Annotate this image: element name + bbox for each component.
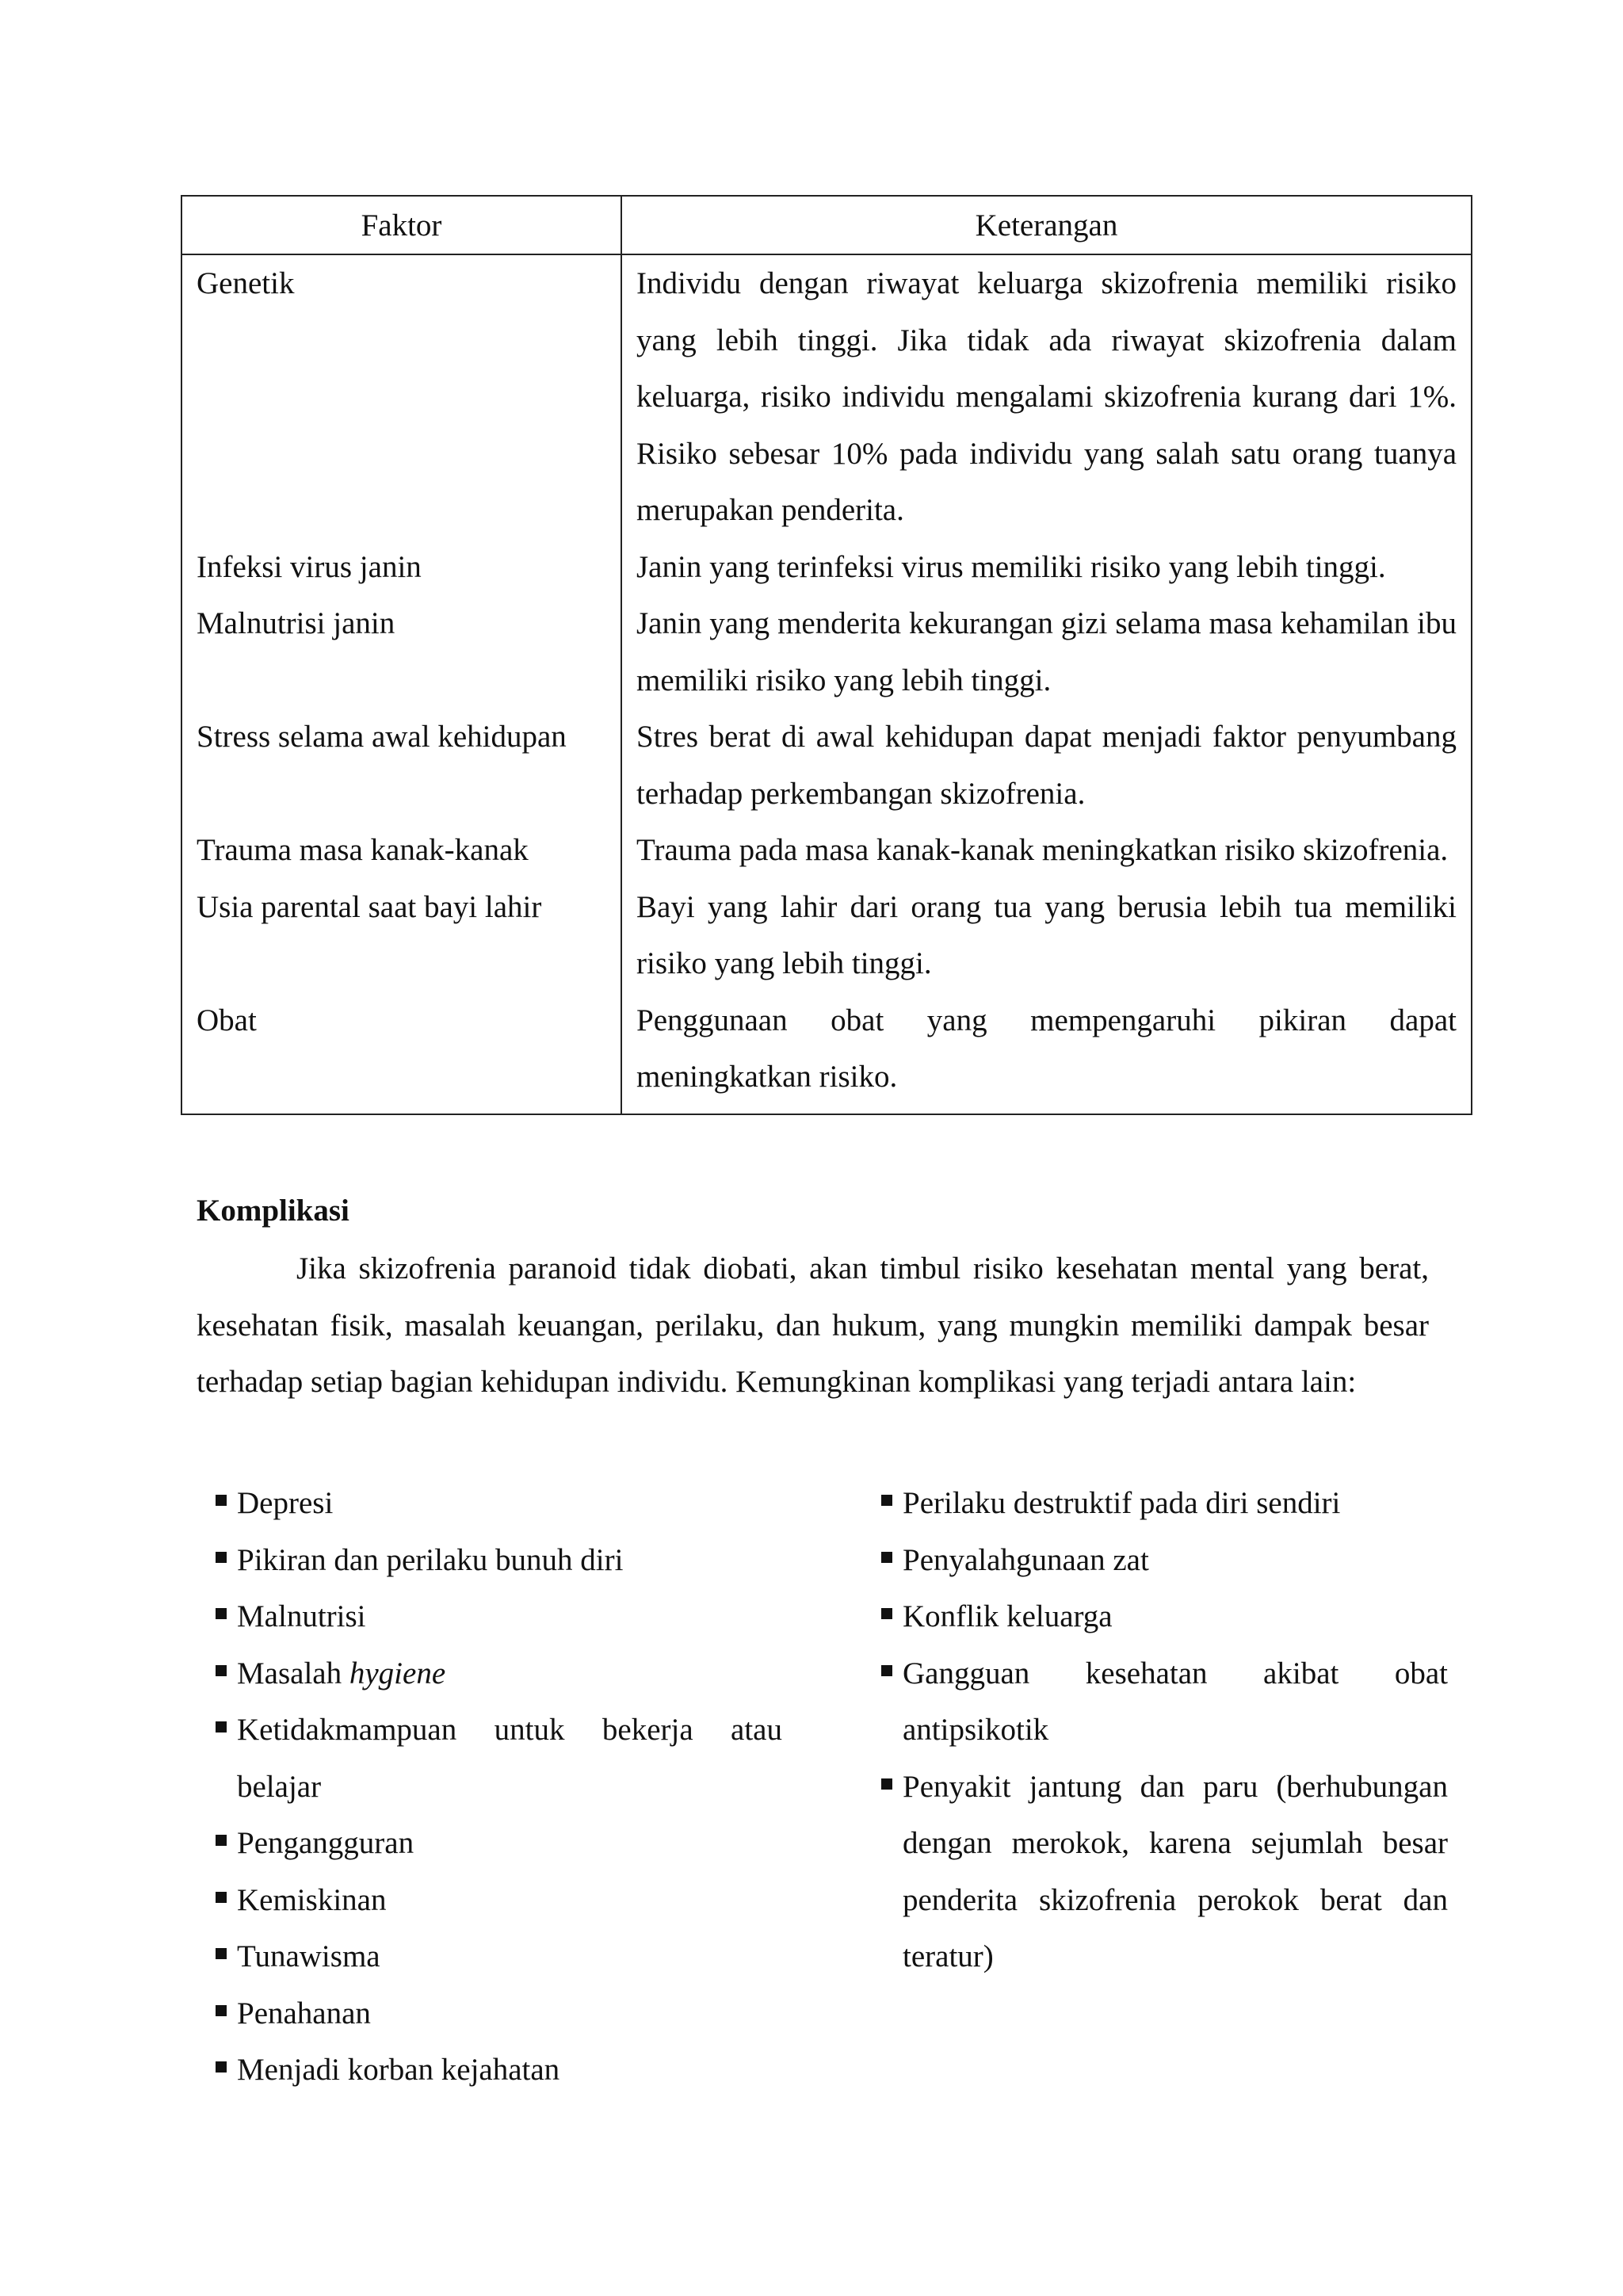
square-bullet-icon <box>216 1665 227 1676</box>
list-item <box>216 1815 782 1872</box>
table-header-row <box>181 196 1472 254</box>
list-item-text: Tunawisma <box>237 1939 380 1973</box>
square-bullet-icon <box>881 1608 892 1619</box>
factor-cell: Malnutrisi janin <box>181 595 621 709</box>
table-row <box>181 539 1472 596</box>
list-item-italic-text: hygiene <box>349 1656 446 1690</box>
factor-cell: Usia parental saat bayi lahir <box>181 879 621 992</box>
description-cell: Trauma pada masa kanak-kanak meningkatkan risiko skizofrenia. <box>621 822 1472 879</box>
list-item-text: Masalah <box>237 1656 349 1690</box>
list-item <box>881 1645 1448 1759</box>
list-item <box>216 1645 782 1702</box>
complication-list-right <box>881 1475 1448 1985</box>
table-row <box>181 822 1472 879</box>
square-bullet-icon <box>216 1495 227 1506</box>
list-item-text: Pikiran dan perilaku bunuh diri <box>237 1542 624 1577</box>
list-item <box>216 2042 782 2099</box>
square-bullet-icon <box>216 1608 227 1619</box>
table-row <box>181 595 1472 709</box>
complication-list-left <box>216 1475 782 2099</box>
description-cell: Individu dengan riwayat keluarga skizofrenia memiliki risiko yang lebih tinggi. Jika tidak ada riwayat skizofrenia dalam keluarga, risiko individu mengalami skizofrenia kurang dari 1%. Risiko sebesar 10% pada individu yang salah satu orang tuanya merupakan penderita. <box>621 254 1472 539</box>
list-item-text: Penahanan <box>237 1996 371 2030</box>
header-keterangan: Keterangan <box>621 196 1472 254</box>
square-bullet-icon <box>881 1552 892 1563</box>
list-item-text: Perilaku destruktif pada diri sendiri <box>903 1486 1341 1520</box>
factor-cell: Stress selama awal kehidupan <box>181 709 621 822</box>
list-item-text: Penyalahgunaan zat <box>903 1542 1149 1577</box>
list-item <box>881 1532 1448 1589</box>
list-item <box>216 1928 782 1985</box>
list-item <box>881 1588 1448 1645</box>
description-cell: Janin yang terinfeksi virus memiliki risiko yang lebih tinggi. <box>621 539 1472 596</box>
square-bullet-icon <box>881 1665 892 1676</box>
list-item-text: Gangguan kesehatan akibat obat antipsikotik <box>903 1656 1448 1747</box>
square-bullet-icon <box>216 1948 227 1959</box>
list-item <box>216 1872 782 1929</box>
list-item-text: Kemiskinan <box>237 1882 387 1917</box>
list-item-text: Penyakit jantung dan paru (berhubungan dengan merokok, karena sejumlah besar penderita skizofrenia perokok berat dan teratur) <box>903 1769 1448 1973</box>
square-bullet-icon <box>216 1552 227 1563</box>
description-cell: Stres berat di awal kehidupan dapat menjadi faktor penyumbang terhadap perkembangan skizofrenia. <box>621 709 1472 822</box>
description-cell: Bayi yang lahir dari orang tua yang berusia lebih tua memiliki risiko yang lebih tinggi. <box>621 879 1472 992</box>
factor-cell: Obat <box>181 992 621 1114</box>
table-row <box>181 879 1472 992</box>
list-item-text: Pengangguran <box>237 1826 414 1860</box>
list-item <box>216 1985 782 2042</box>
factor-cell: Trauma masa kanak-kanak <box>181 822 621 879</box>
description-cell: Janin yang menderita kekurangan gizi selama masa kehamilan ibu memiliki risiko yang lebih tinggi. <box>621 595 1472 709</box>
list-item-text: Ketidakmampuan untuk bekerja atau belajar <box>237 1713 782 1804</box>
square-bullet-icon <box>216 2005 227 2016</box>
list-item-text: Depresi <box>237 1486 334 1520</box>
square-bullet-icon <box>216 1892 227 1903</box>
table-row <box>181 709 1472 822</box>
section-heading-komplikasi: Komplikasi <box>197 1194 349 1228</box>
description-cell: Penggunaan obat yang mempengaruhi pikiran dapat meningkatkan risiko. <box>621 992 1472 1114</box>
table-row <box>181 254 1472 539</box>
square-bullet-icon <box>881 1495 892 1506</box>
risk-factor-table <box>181 195 1472 1115</box>
list-item <box>216 1702 782 1815</box>
list-item <box>216 1588 782 1645</box>
factor-cell: Genetik <box>181 254 621 539</box>
square-bullet-icon <box>216 1835 227 1846</box>
list-item <box>216 1475 782 1532</box>
factor-cell: Infeksi virus janin <box>181 539 621 596</box>
section-paragraph: Jika skizofrenia paranoid tidak diobati, akan timbul risiko kesehatan mental yang berat, kesehatan fisik, masalah keuangan, perilaku, dan hukum, yang mungkin memiliki dampak besar terhadap setiap bagian kehidupan individu. Kemungkinan komplikasi yang terjadi antara lain: <box>197 1251 1429 1399</box>
square-bullet-icon <box>881 1778 892 1790</box>
list-item <box>216 1532 782 1589</box>
header-faktor: Faktor <box>181 196 621 254</box>
list-item <box>881 1759 1448 1985</box>
square-bullet-icon <box>216 1721 227 1733</box>
square-bullet-icon <box>216 2061 227 2073</box>
list-item-text: Malnutrisi <box>237 1599 366 1633</box>
table-row <box>181 992 1472 1114</box>
list-item-text: Menjadi korban kejahatan <box>237 2053 560 2087</box>
list-item-text: Konflik keluarga <box>903 1599 1113 1633</box>
list-item <box>881 1475 1448 1532</box>
